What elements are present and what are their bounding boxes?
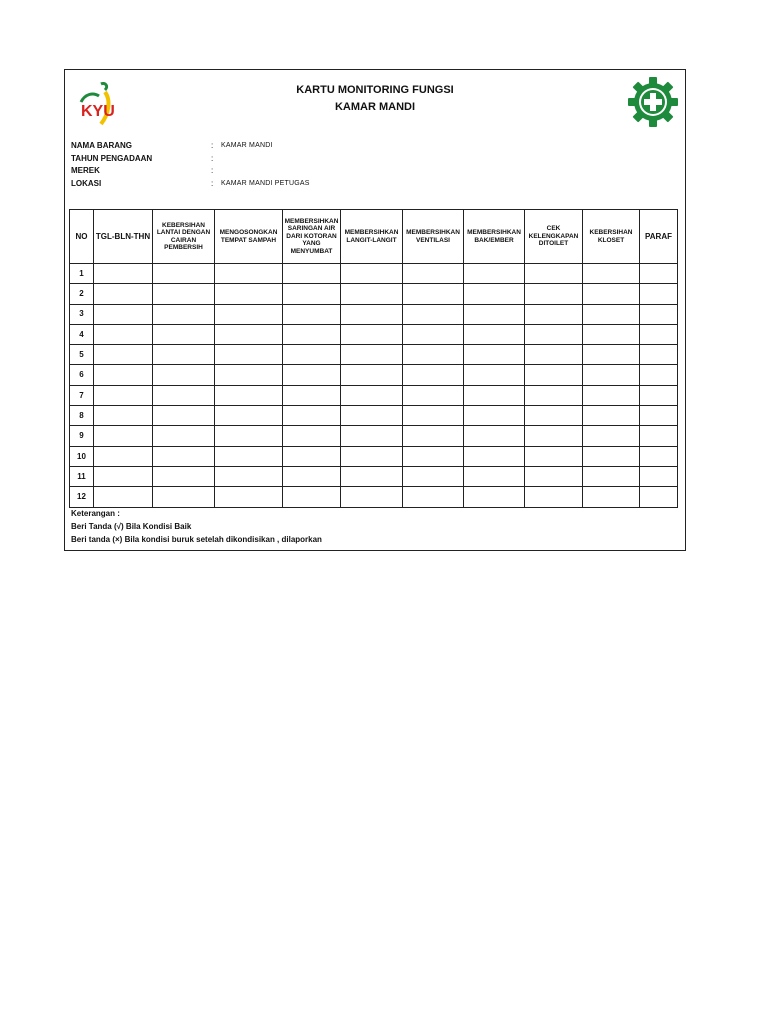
table-cell[interactable] [153,406,215,426]
notes-block [71,507,322,546]
table-cell[interactable] [583,446,640,466]
table-cell[interactable] [464,487,525,507]
table-cell[interactable] [94,345,153,365]
info-row-nama-barang [71,140,471,153]
row-number: 11 [70,466,94,486]
table-row [70,304,678,324]
notes-line-good: Beri Tanda (√) Bila Kondisi Baik [71,522,192,531]
table-cell[interactable] [464,466,525,486]
kyu-logo-text: KYU [81,103,115,120]
table-cell[interactable] [583,487,640,507]
table-cell[interactable] [94,264,153,284]
table-cell[interactable] [153,385,215,405]
table-cell[interactable] [215,406,283,426]
table-row [70,466,678,486]
table-cell[interactable] [403,406,464,426]
table-cell[interactable] [283,487,341,507]
table-cell[interactable] [341,446,403,466]
table-cell[interactable] [341,284,403,304]
table-cell[interactable] [464,365,525,385]
info-label: TAHUN PENGADAAN [71,153,153,163]
table-row [70,446,678,466]
header-empty-trash: MENGOSONGKAN TEMPAT SAMPAH [215,210,283,264]
row-number: 6 [70,365,94,385]
header-signature: PARAF [640,210,678,264]
info-colon: : [211,141,214,150]
table-cell[interactable] [583,264,640,284]
table-cell[interactable] [464,426,525,446]
table-cell[interactable] [464,264,525,284]
table-cell[interactable] [583,385,640,405]
table-cell[interactable] [153,284,215,304]
table-cell[interactable] [94,446,153,466]
table-cell[interactable] [464,385,525,405]
table-cell[interactable] [640,324,678,344]
table-cell[interactable] [583,345,640,365]
table-cell[interactable] [525,466,583,486]
table-cell[interactable] [640,284,678,304]
info-label: NAMA BARANG [71,141,133,150]
table-row [70,284,678,304]
monitoring-card [64,69,686,551]
table-cell[interactable] [153,466,215,486]
table-cell[interactable] [341,385,403,405]
table-cell[interactable] [215,324,283,344]
table-cell[interactable] [283,446,341,466]
info-colon: : [211,166,214,175]
table-cell[interactable] [341,466,403,486]
row-number: 8 [70,406,94,426]
table-cell[interactable] [640,406,678,426]
notes-heading: Keterangan : [71,509,120,518]
table-cell[interactable] [153,446,215,466]
header-closet-cleanliness: KEBERSIHAN KLOSET [583,210,640,264]
table-cell[interactable] [640,446,678,466]
table-cell[interactable] [153,324,215,344]
table-cell[interactable] [525,365,583,385]
table-header-row [70,210,678,264]
table-cell[interactable] [153,345,215,365]
table-cell[interactable] [403,426,464,446]
header-no: NO [70,210,94,264]
table-cell[interactable] [153,304,215,324]
row-number: 2 [70,284,94,304]
item-info-block [71,140,471,190]
table-cell[interactable] [215,284,283,304]
table-cell[interactable] [403,324,464,344]
table-row [70,324,678,344]
table-cell[interactable] [640,264,678,284]
table-cell[interactable] [403,304,464,324]
table-cell[interactable] [283,304,341,324]
header-date: TGL-BLN-THN [94,210,153,264]
table-cell[interactable] [403,345,464,365]
table-row [70,365,678,385]
table-cell[interactable] [215,487,283,507]
table-cell[interactable] [640,365,678,385]
table-cell[interactable] [525,264,583,284]
table-cell[interactable] [403,466,464,486]
table-cell[interactable] [403,365,464,385]
monitoring-table [69,209,678,508]
table-cell[interactable] [283,324,341,344]
document-title-line1: KARTU MONITORING FUNGSI [296,84,454,96]
table-cell[interactable] [640,426,678,446]
table-cell[interactable] [215,365,283,385]
table-cell[interactable] [283,466,341,486]
info-row-merek [71,165,471,178]
table-cell[interactable] [525,284,583,304]
table-cell[interactable] [94,487,153,507]
table-cell[interactable] [215,426,283,446]
info-label: LOKASI [71,178,102,188]
table-cell[interactable] [215,345,283,365]
table-cell[interactable] [464,446,525,466]
header-clean-bucket: MEMBERSIHKAN BAK/EMBER [464,210,525,264]
table-cell[interactable] [583,304,640,324]
table-cell[interactable] [341,426,403,446]
table-cell[interactable] [341,304,403,324]
table-cell[interactable] [94,284,153,304]
table-cell[interactable] [525,487,583,507]
row-number: 1 [70,264,94,284]
table-cell[interactable] [640,385,678,405]
table-cell[interactable] [403,385,464,405]
info-row-tahun-pengadaan [71,153,471,166]
table-cell[interactable] [215,385,283,405]
table-cell[interactable] [94,466,153,486]
notes-line-bad: Beri tanda (×) Bila kondisi buruk setelah dikondisikan , dilaporkan [71,535,322,544]
table-cell[interactable] [464,324,525,344]
table-row [70,487,678,507]
table-cell[interactable] [640,466,678,486]
table-cell[interactable] [215,304,283,324]
table-cell[interactable] [341,406,403,426]
table-cell[interactable] [153,426,215,446]
table-cell[interactable] [153,264,215,284]
table-cell[interactable] [640,487,678,507]
table-row [70,385,678,405]
table-cell[interactable] [153,365,215,385]
table-cell[interactable] [341,365,403,385]
table-cell[interactable] [464,406,525,426]
info-value: KAMAR MANDI PETUGAS [221,179,310,187]
document-title-line2: KAMAR MANDI [334,101,416,113]
table-cell[interactable] [525,345,583,365]
table-cell[interactable] [640,304,678,324]
header-clean-ventilation: MEMBERSIHKAN VENTILASI [403,210,464,264]
header-clean-water-filter: MEMBERSIHKAN SARINGAN AIR DARI KOTORAN YANG MENYUMBAT [283,210,341,264]
table-cell[interactable] [283,406,341,426]
row-number: 7 [70,385,94,405]
table-cell[interactable] [283,264,341,284]
table-cell[interactable] [94,365,153,385]
table-cell[interactable] [94,406,153,426]
table-cell[interactable] [94,426,153,446]
header-check-toilet-equipment: CEK KELENGKAPAN DITOILET [525,210,583,264]
table-cell[interactable] [94,324,153,344]
table-cell[interactable] [525,304,583,324]
header-clean-ceiling: MEMBERSIHKAN LANGIT-LANGIT [341,210,403,264]
table-cell[interactable] [283,345,341,365]
table-cell[interactable] [215,466,283,486]
table-cell[interactable] [464,304,525,324]
table-cell[interactable] [341,324,403,344]
table-cell[interactable] [525,406,583,426]
info-row-lokasi [71,178,471,191]
info-colon: : [211,153,214,163]
table-cell[interactable] [525,385,583,405]
table-cell[interactable] [341,487,403,507]
table-cell[interactable] [525,446,583,466]
table-cell[interactable] [525,324,583,344]
table-cell[interactable] [464,345,525,365]
table-cell[interactable] [583,426,640,446]
table-cell[interactable] [583,284,640,304]
row-number: 4 [70,324,94,344]
green-cross-gear-icon [627,76,679,128]
table-cell[interactable] [283,385,341,405]
table-cell[interactable] [525,426,583,446]
table-row [70,426,678,446]
info-label: MEREK [71,166,100,175]
info-colon: : [211,178,214,188]
row-number: 12 [70,487,94,507]
table-cell[interactable] [283,284,341,304]
header-floor-cleaning: KEBERSIHAN LANTAI DENGAN CAIRAN PEMBERSIH [153,210,215,264]
table-row [70,264,678,284]
row-number: 5 [70,345,94,365]
table-cell[interactable] [341,264,403,284]
table-cell[interactable] [94,304,153,324]
table-cell[interactable] [403,487,464,507]
table-cell[interactable] [283,365,341,385]
table-cell[interactable] [583,365,640,385]
row-number: 10 [70,446,94,466]
table-cell[interactable] [341,345,403,365]
table-cell[interactable] [215,264,283,284]
table-cell[interactable] [403,284,464,304]
row-number: 3 [70,304,94,324]
table-cell[interactable] [403,264,464,284]
table-cell[interactable] [403,446,464,466]
table-cell[interactable] [94,385,153,405]
row-number: 9 [70,426,94,446]
table-row [70,406,678,426]
table-cell[interactable] [464,284,525,304]
table-cell[interactable] [640,345,678,365]
table-cell[interactable] [583,324,640,344]
info-value: KAMAR MANDI [221,142,273,149]
table-cell[interactable] [215,446,283,466]
table-cell[interactable] [283,426,341,446]
table-cell[interactable] [583,466,640,486]
table-cell[interactable] [153,487,215,507]
table-row [70,345,678,365]
kyu-logo [75,78,129,130]
table-cell[interactable] [583,406,640,426]
